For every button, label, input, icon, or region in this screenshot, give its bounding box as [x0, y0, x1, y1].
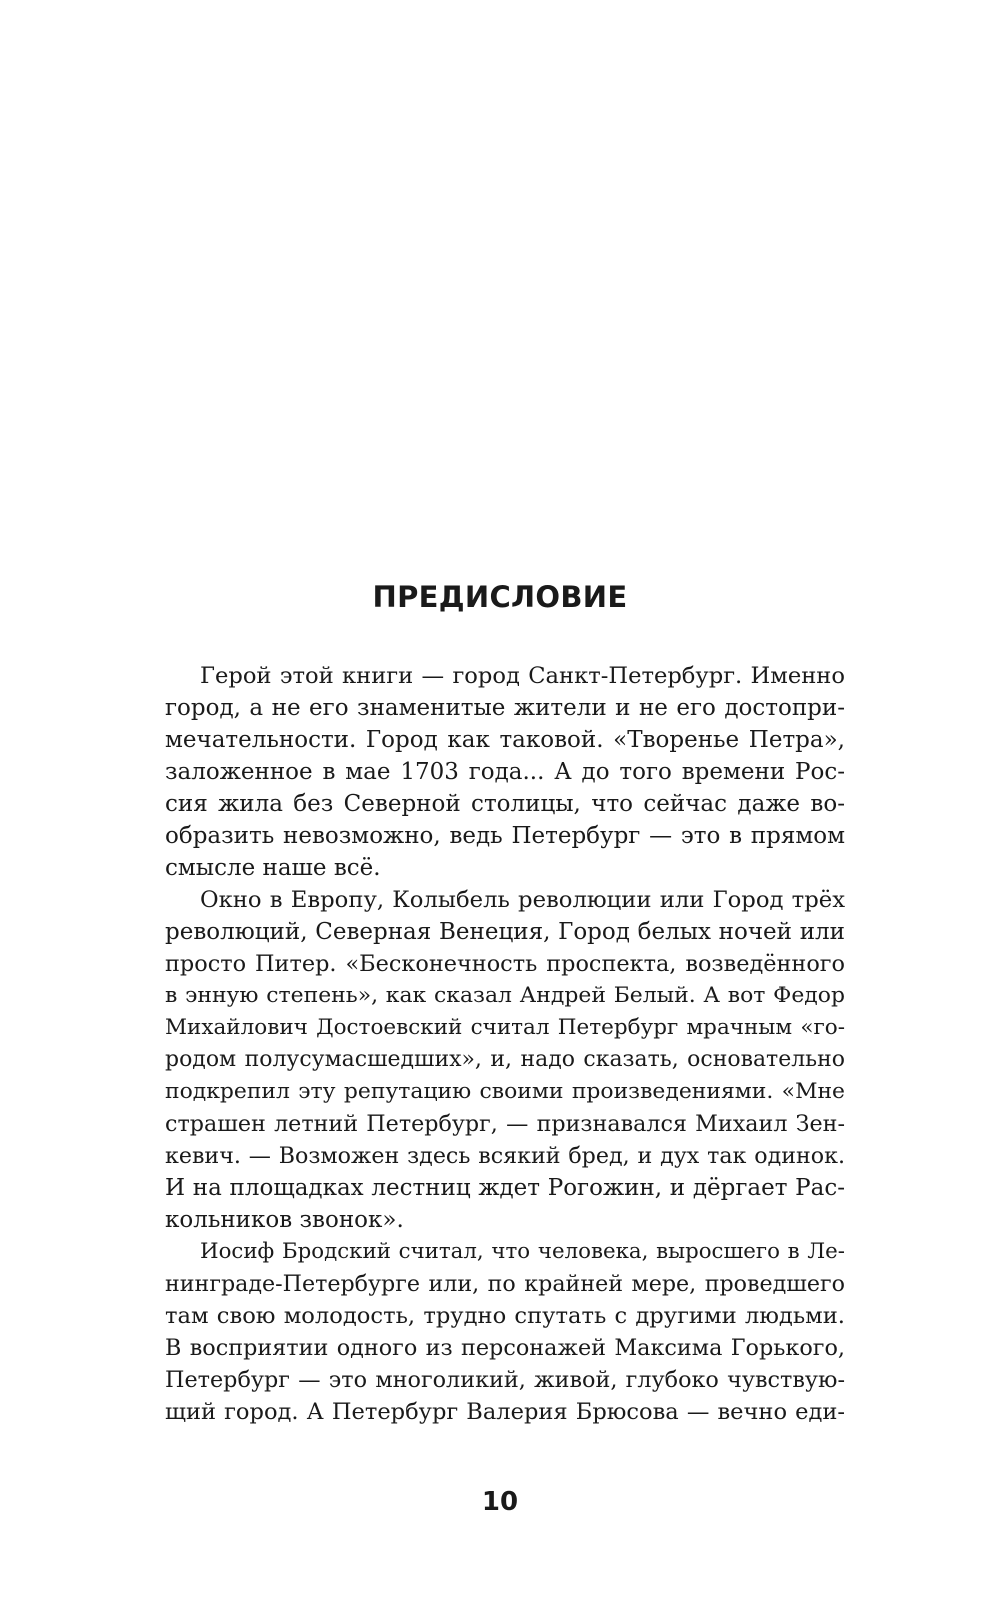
text-line: Петербург — это многоликий, живой, глубоко чувствую-	[165, 1367, 845, 1393]
text-line: И на площадках лестниц ждет Рогожин, и дёргает Рас-	[165, 1175, 845, 1201]
text-line: Михайлович Достоевский считал Петербург мрачным «го-	[165, 1015, 845, 1040]
text-line: мечательности. Город как таковой. «Творенье Петра»,	[165, 727, 845, 753]
text-line: смысле наше всё.	[165, 855, 381, 881]
text-line: страшен летний Петербург, — признавался Михаил Зен-	[165, 1111, 845, 1137]
page-number: 10	[481, 1487, 519, 1517]
text-line: революций, Северная Венеция, Город белых ночей или	[165, 919, 845, 945]
text-line: в энную степень», как сказал Андрей Белый. А вот Федор	[165, 983, 845, 1008]
text-line: город, а не его знаменитые жители и не его достопри-	[165, 695, 845, 721]
text-line: сия жила без Северной столицы, что сейчас даже во-	[165, 791, 845, 817]
text-line: образить невозможно, ведь Петербург — это в прямом	[165, 823, 845, 849]
text-line: подкрепил эту репутацию своими произведениями. «Мне	[165, 1079, 845, 1104]
text-line: кевич. — Возможен здесь всякий бред, и дух так одинок.	[165, 1143, 845, 1169]
text-line: щий город. А Петербург Валерия Брюсова — вечно еди-	[165, 1399, 845, 1425]
text-line: нинграде-Петербурге или, по крайней мере, проведшего	[165, 1271, 845, 1297]
text-line: Герой этой книги — город Санкт-Петербург. Именно	[200, 663, 845, 689]
page-title: ПРЕДИСЛОВИЕ	[372, 580, 628, 614]
text-line: Иосиф Бродский считал, что человека, выросшего в Ле-	[200, 1239, 845, 1264]
text-line: Окно в Европу, Колыбель революции или Город трёх	[200, 887, 845, 913]
text-line: кольников звонок».	[165, 1207, 404, 1233]
text-line: там свою молодость, трудно спутать с другими людьми.	[165, 1303, 845, 1329]
text-line: родом полусумасшедших», и, надо сказать, основательно	[165, 1047, 845, 1072]
body-text	[165, 660, 845, 1428]
text-line: просто Питер. «Бесконечность проспекта, возведённого	[165, 951, 845, 977]
text-line: заложенное в мае 1703 года... А до того времени Рос-	[165, 759, 845, 785]
text-line: В восприятии одного из персонажей Максима Горького,	[165, 1335, 845, 1361]
